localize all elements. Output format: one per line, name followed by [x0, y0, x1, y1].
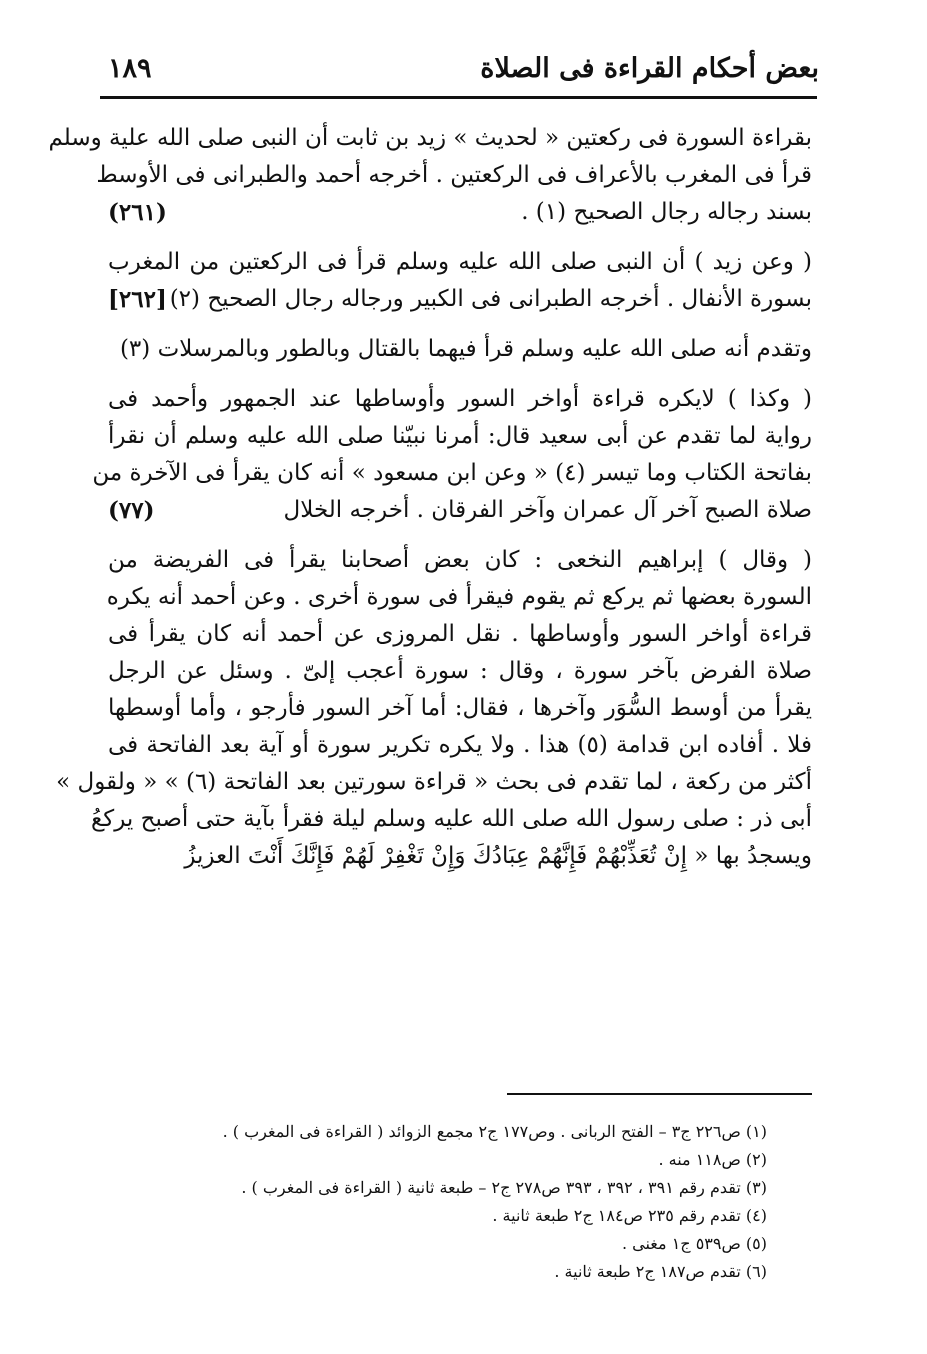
header-rule — [100, 96, 817, 99]
footnote: (٤) تقدم رقم ٢٣٥ ص١٨٤ ج٢ طبعة ثانية . — [492, 1206, 767, 1225]
text-line: أبى ذر : صلى رسول الله صلى الله عليه وسلم ليلة فقرأ بآية حتى أصبح يركعُ — [91, 806, 812, 832]
text-line — [108, 492, 812, 529]
text-line: أكثر من ركعة ، لما تقدم فى بحث « قراءة سورتين بعد الفاتحة (٦) » « ولقول » — [56, 769, 812, 795]
text-line: صلاة الفرض بآخر سورة ، وقال : سورة أعجب إلىّ . وسئل عن الرجل — [108, 658, 812, 684]
text-line: رواية لما تقدم عن أبى سعيد قال: أمرنا نبيّنا صلى الله عليه وسلم أن نقرأ — [108, 423, 812, 449]
paragraph — [108, 331, 812, 368]
footnote: (٢) ص١١٨ منه . — [658, 1150, 767, 1169]
text-line: ( وعن زيد ) أن النبى صلى الله عليه وسلم قرأ فى الركعتين من المغرب — [108, 249, 812, 275]
hadith-number: (٧٧) — [108, 497, 155, 524]
running-title: بعض أحكام القراءة فى الصلاة — [480, 53, 819, 84]
text-line: ويسجدُ بها « إِنْ تُعَذِّبْهُمْ فَإِنَّهُمْ عِبَادُكَ وَإِنْ تَغْفِرْ لَهُمْ فَإِنَّكَ أَنْتَ العزيزُ — [184, 843, 812, 869]
line-text: بسورة الأنفال . أخرجه الطبرانى فى الكبير ورجاله رجال الصحيح (٢) — [169, 286, 812, 312]
text-line: قراءة أواخر السور وأوساطها . نقل المروزى عن أحمد أنه كان يقرأ فى — [108, 621, 812, 647]
footnotes — [108, 1118, 767, 1286]
footnote: (٥) ص٥٣٩ ج١ مغنى . — [621, 1234, 767, 1253]
text-line: السورة بعضها ثم يركع ثم يقوم فيقرأ فى سورة أخرى . وعن أحمد أنه يكره — [106, 584, 812, 610]
footnote-separator — [507, 1093, 812, 1095]
hadith-number: (٢٦١) — [108, 199, 167, 226]
footnote: (١) ص٢٢٦ ج٣ – الفتح الربانى . وص١٧٧ ج٢ مجمع الزوائد ( القراءة فى المغرب ) . — [222, 1122, 767, 1141]
text-line — [108, 281, 812, 318]
text-line: ( وقال ) إبراهيم النخعى : كان بعض أصحابنا يقرأ فى الفريضة من — [108, 547, 812, 573]
line-text: بسند رجاله رجال الصحيح (١) . — [521, 199, 812, 225]
text-line: بفاتحة الكتاب وما تيسر (٤) « وعن ابن مسعود » أنه كان يقرأ فى الآخرة من — [92, 460, 812, 486]
paragraph — [108, 244, 812, 318]
hadith-number: [٢٦٢] — [108, 286, 167, 313]
text-line: يقرأ من أوسط السُّوَر وآخرها ، فقال: أما آخر السور فأرجو ، وأما أوسطها — [108, 695, 812, 721]
line-text: صلاة الصبح آخر آل عمران وآخر الفرقان . أخرجه الخلال — [283, 497, 812, 523]
page-header — [108, 38, 819, 82]
footnote: (٣) تقدم رقم ٣٩١ ، ٣٩٢ ، ٣٩٣ ص٢٧٨ ج٢ – طبعة ثانية ( القراءة فى المغرب ) . — [241, 1178, 767, 1197]
paragraph — [92, 381, 812, 529]
text-line: بقراءة السورة فى ركعتين « لحديث » زيد بن ثابت أن النبى صلى الله علية وسلم — [48, 125, 812, 151]
page-number: ١٨٩ — [108, 53, 152, 84]
main-text — [48, 120, 812, 888]
text-line — [108, 194, 812, 231]
footnote: (٦) تقدم ص١٨٧ ج٢ طبعة ثانية . — [554, 1262, 767, 1281]
text-line: وتقدم أنه صلى الله عليه وسلم قرأ فيهما بالقتال وبالطور وبالمرسلات (٣) — [119, 336, 812, 362]
text-line: ( وكذا ) لايكره قراءة أواخر السور وأوساطها عند الجمهور وأحمد فى — [108, 386, 812, 412]
text-line: قرأ فى المغرب بالأعراف فى الركعتين . أخرجه أحمد والطبرانى فى الأوسط — [96, 162, 812, 188]
text-line: فلا . أفاده ابن قدامة (٥) هذا . ولا يكره تكرير سورة أو آية بعد الفاتحة فى — [108, 732, 812, 758]
paragraph — [48, 120, 812, 231]
paragraph — [56, 542, 812, 875]
